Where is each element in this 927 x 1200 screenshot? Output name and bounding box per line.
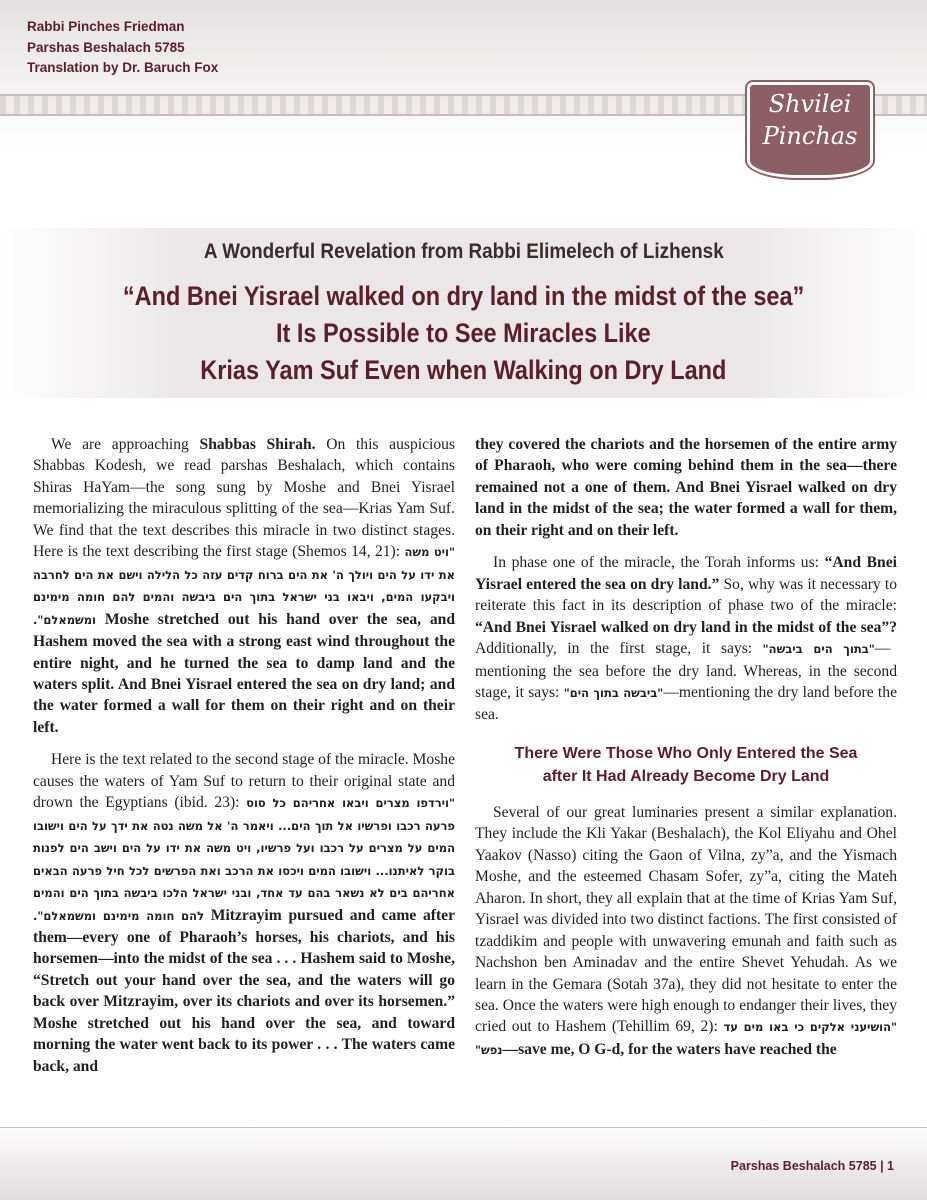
text: —mentioning the dry land before the sea. [475, 683, 897, 724]
text: Here is the text related to the second stage of the miracle. Moshe causes the waters of Yam Suf to return to their original state and drown the Egyptians (ibid. 23): [33, 751, 455, 812]
paragraph [475, 552, 897, 726]
logo-line-1: Shvilei [768, 90, 852, 118]
text: —mentioning the sea before the dry land. Whereas, in the second stage, it says: [475, 640, 897, 701]
article-title-line-2: It Is Possible to See Miracles Like [276, 318, 651, 348]
article-title-line-1: “And Bnei Yisrael walked on dry land in the midst of the sea” [122, 281, 805, 311]
bold-text: “And Bnei Yisrael entered the sea on dry land.” [475, 554, 897, 593]
right-column [475, 434, 897, 1114]
header-info [27, 17, 218, 79]
bold-text: they covered the chariots and the horsemen of the entire army of Pharaoh, who were coming behind them in the sea—there remained not a one of them. And Bnei Yisrael walked on dry land in the midst of the sea; the water formed a wall for them, on their right and on their left. [475, 436, 897, 539]
logo-line-2: Pinchas [762, 122, 858, 150]
paragraph [475, 802, 897, 1061]
text: On this auspicious Shabbas Kodesh, we read parshas Beshalach, which contains Shiras HaYam—the song sung by Moshe and Bnei Yisrael memorializing the miraculous splitting of the sea—Krias Yam Suf. We find that the text describes this miracle in two distinct stages. Here is the text describing the first stage (Shemos 14, 21): [33, 436, 455, 561]
hebrew-quote: "בתוך הים ביבשה" [762, 642, 875, 657]
translator: Translation by Dr. Baruch Fox [27, 60, 219, 75]
bold-text: Mitzrayim pursued and came after them—every one of Pharaoh’s horses, his chariots, and his horsemen—into the midst of the sea . . . Hashem said to Moshe, “Stretch out your hand over the sea, and the waters will go back over Mitzrayim, over its chariots and over its horsemen.” Moshe stretched out his hand over the sea, and toward morning the water went back to its power . . . The waters came back, and [33, 906, 455, 1075]
parsha: Parshas Beshalach 5785 [27, 39, 185, 55]
left-column [33, 434, 455, 1114]
bold-text: Shabbas Shirah. [199, 436, 316, 453]
text: We are approaching [51, 436, 200, 453]
text: Several of our great luminaries present a similar explanation. They include the Kli Yakar (Beshalach), the Kol Eliyahu and Ohel Yaakov (Nasso) citing the Gaon of Vilna, zy”a, and the Yismach Moshe, and the esteemed Chasam Sofer, zy”a, citing the Mateh Aharon. In short, they all explain that at the time of Krias Yam Suf, Yisrael was divided into two distinct factions. The first consisted of tzaddikim and people with unwavering emunah and faith such as Nachshon ben Aminadav and the entire Shevet Yehudah. As we learn in the Gemara (Sotah 37a), they did not hesitate to enter the sea. Once the waters were high enough to endanger their lives, they cried out to Hashem (Tehillim 69, 2): [475, 803, 897, 1036]
text: In phase one of the miracle, the Torah informs us: [493, 554, 825, 572]
paragraph [33, 749, 455, 1077]
text: So, why was it necessary to reiterate this fact in its description of phase two of the miracle: [475, 575, 897, 615]
bold-text: Moshe stretched out his hand over the sea, and Hashem moved the sea with a strong east wind throughout the entire night, and he turned the sea to damp land and the waters split. And Bnei Yisrael entered the sea on dry land; and the water formed a wall for them on their right and on their left. [33, 610, 455, 736]
text: Additionally, in the first stage, it says: [475, 640, 763, 658]
author: Rabbi Pinches Friedman [27, 19, 185, 34]
footer-divider [0, 1127, 927, 1128]
page-number: Parshas Beshalach 5785 | 1 [730, 1159, 894, 1173]
bold-text: —save me, O G-d, for the waters have reached the [502, 1040, 837, 1058]
paragraph [475, 434, 897, 541]
right-column-top [475, 434, 897, 726]
right-column-bottom [475, 802, 897, 1061]
bold-text: “And Bnei Yisrael walked on dry land in the midst of the sea”? [475, 618, 897, 636]
hebrew-quote: "ביבשה בתוך הים" [563, 685, 664, 700]
section-heading: There Were Those Who Only Entered the Sea after It Had Already Become Dry Land [514, 744, 858, 785]
article-subtitle: A Wonderful Revelation from Rabbi Elimelech of Lizhensk [203, 240, 724, 263]
shvilei-pinchas-logo [735, 70, 885, 188]
paragraph [33, 434, 455, 738]
hebrew-quote: "וירדפו מצרים ויבאו אחריהם כל סוס פרעה רכבו ופרשיו אל תוך הים... ויאמר ה' אל משה נטה את ידך על הים וישובו המים על מצרים על רכבו ועל פרשיו, ויט משה את ידו על הים וישב הים לפנות בוקר לאיתנו... וישובו המים ויכסו את הרכב ואת הפרשים לכל חיל פרעה הבאים אחריהם בים לא נשאר בהם עד אחד, ובני ישראל הלכו ביבשה בתוך הים והמים להם חומה מימינם ומשמאלם". [33, 796, 455, 923]
article-title-line-3: Krias Yam Suf Even when Walking on Dry Land [200, 355, 727, 385]
hebrew-quote: "ויט משה את ידו על הים ויולך ה' את הים ברוח קדים עזה כל הלילה וישם את הים לחרבה ויבקעו המים, ויבאו בני ישראל בתוך הים ביבשה והמים להם חומה מימינם ומשמאלם". [33, 545, 455, 627]
hebrew-quote: "הושיעני אלקים כי באו מים עד נפש" [475, 1020, 897, 1057]
